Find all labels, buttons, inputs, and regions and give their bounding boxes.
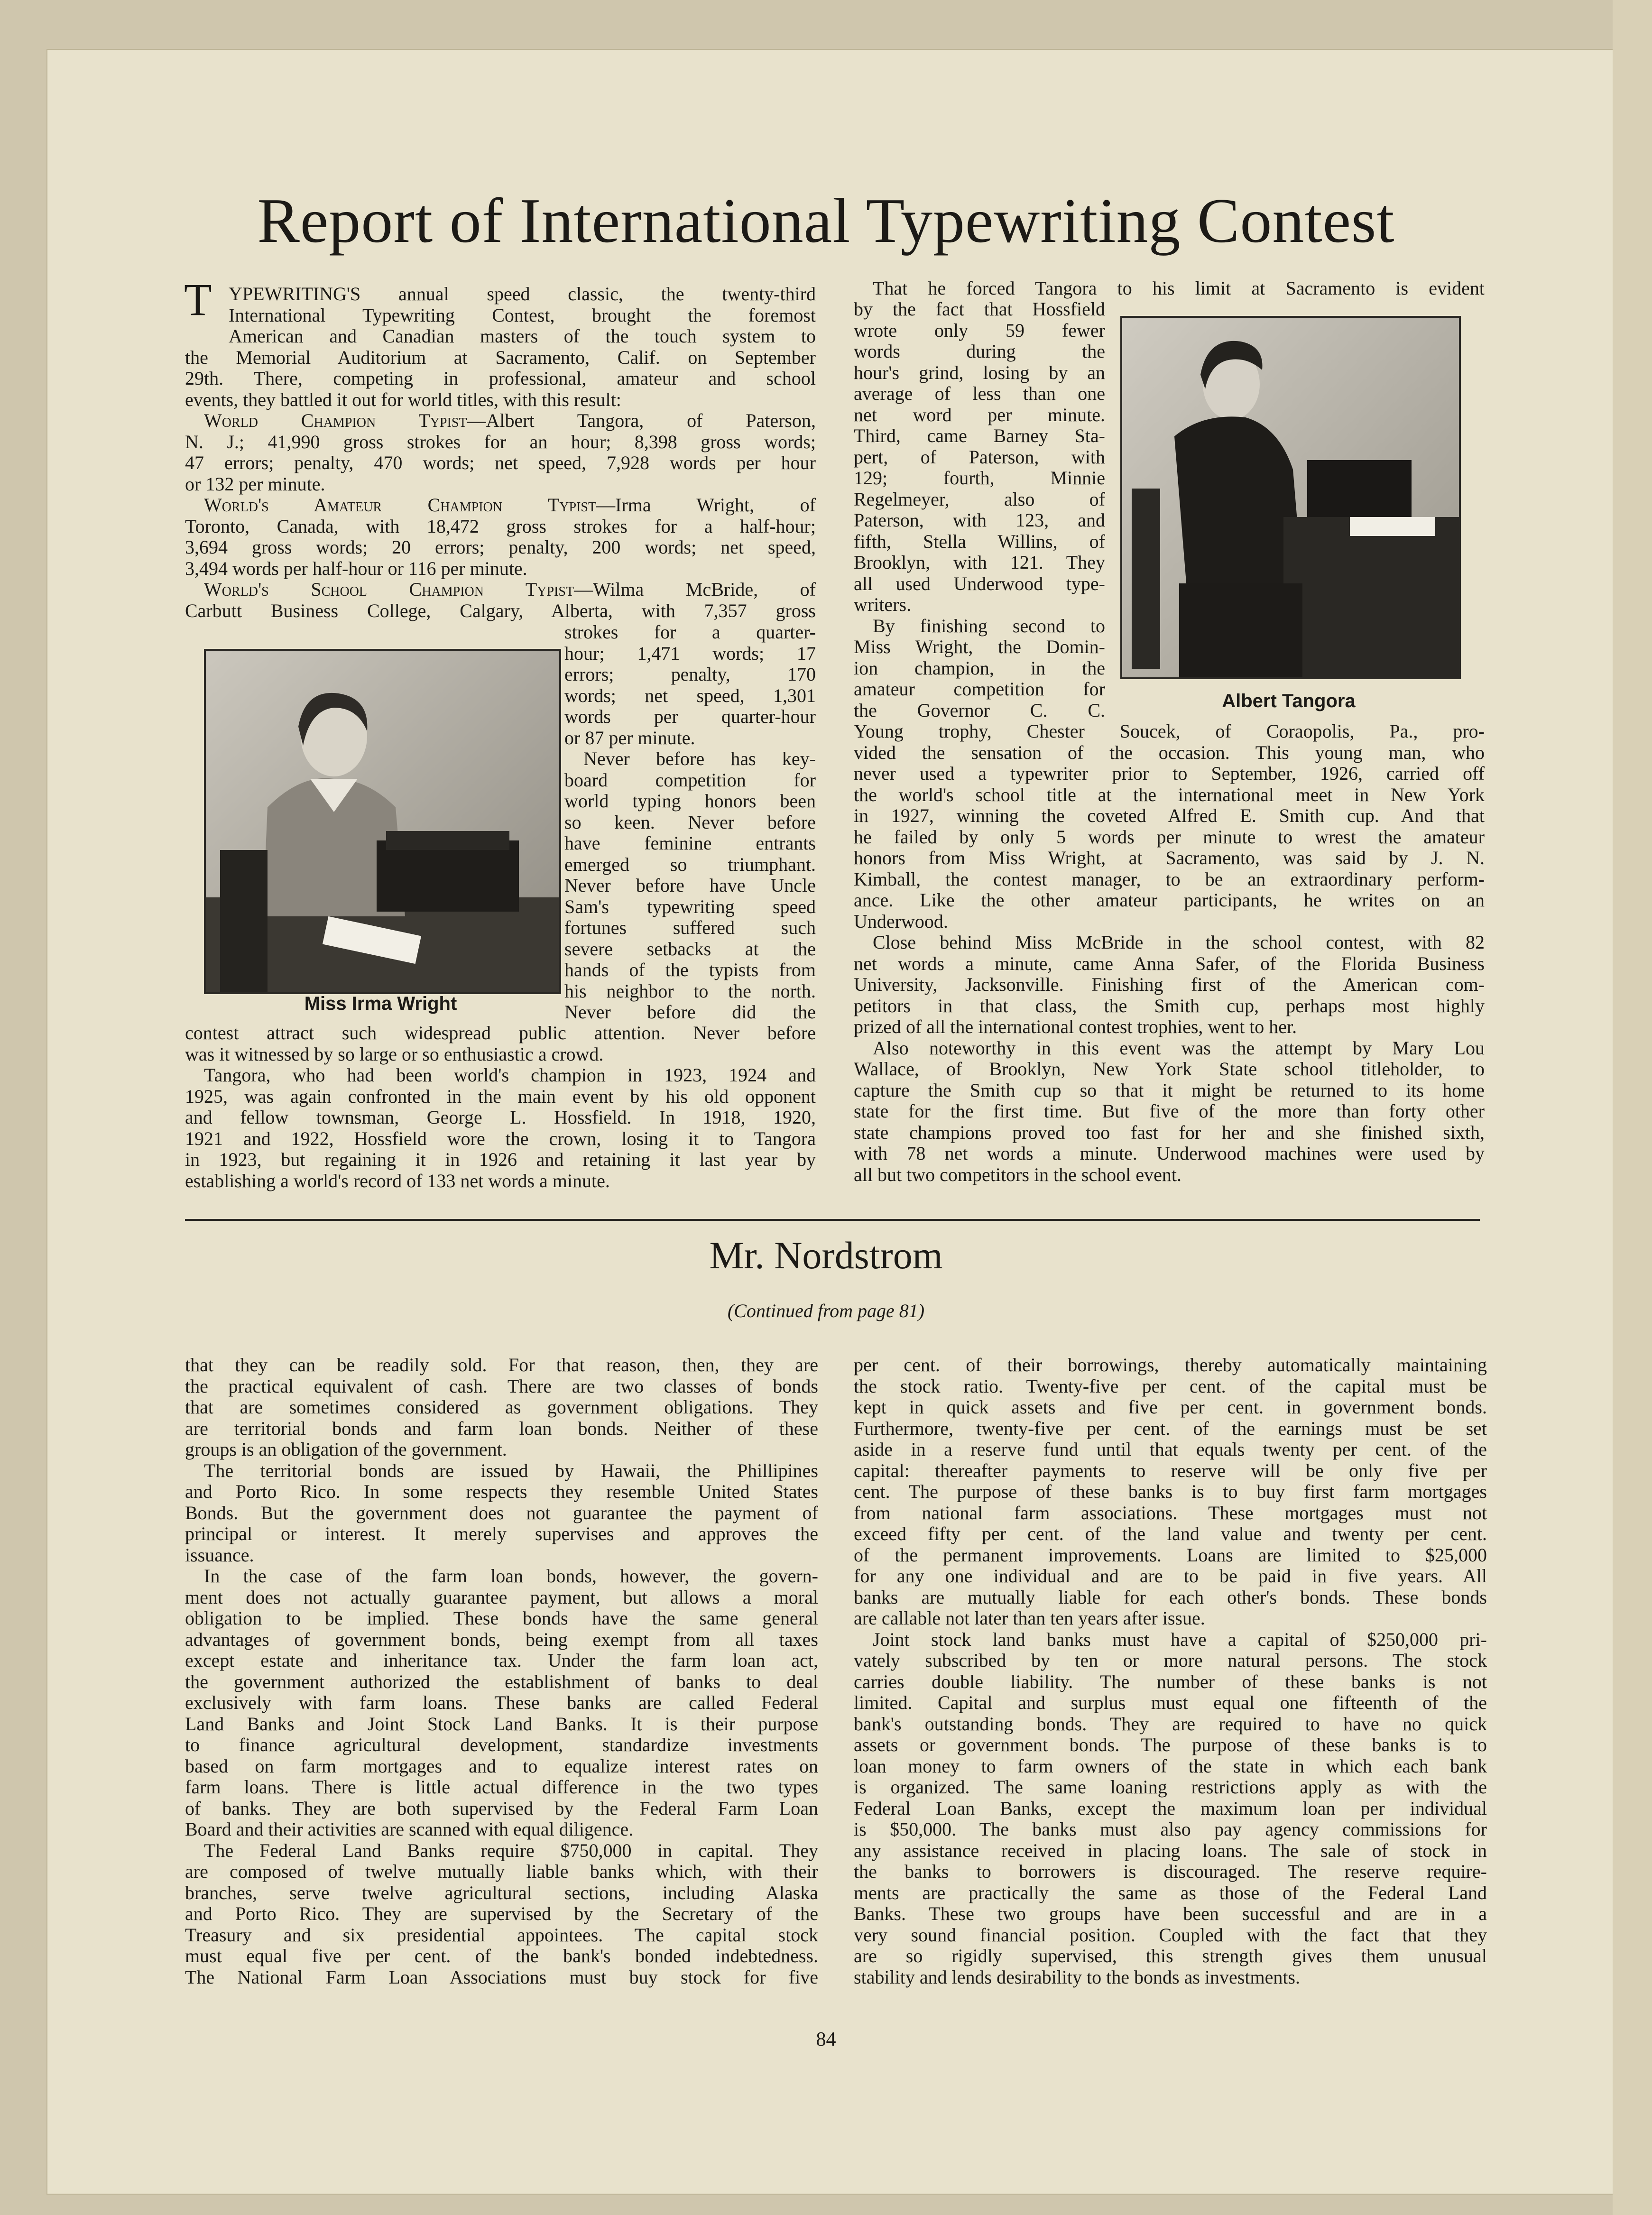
text-line: Banks. These two groups have been successful and are in a	[854, 1903, 1487, 1924]
text-line: Paterson, with 123, and	[854, 510, 1105, 531]
text-line: limited. Capital and surplus must equal one fifteenth of the	[854, 1692, 1487, 1713]
text-line: per cent. of their borrowings, thereby automatically maintaining	[854, 1355, 1487, 1375]
text-line: the practical equivalent of cash. There are two classes of bonds	[185, 1375, 818, 1397]
text-line: loan money to farm owners of the state in which each bank	[854, 1755, 1487, 1777]
text-line: or 132 per minute.	[185, 473, 325, 495]
text-line: stability and lends desirability to the bonds as investments.	[854, 1966, 1300, 1988]
text-line: have feminine entrants	[564, 833, 816, 854]
text-line: vided the sensation of the occasion. This young man, who	[854, 742, 1485, 763]
article1-left-bottom	[185, 1023, 816, 1191]
text-line: Never before have Uncle	[564, 875, 816, 896]
section-divider	[185, 1219, 1480, 1221]
text-line: Tangora, who had been world's champion in 1923, 1924 and	[204, 1065, 816, 1086]
text-line: of the permanent improvements. Loans are limited to $25,000	[854, 1544, 1487, 1566]
text-line: so keen. Never before	[564, 812, 816, 833]
text-line: ance. Like the other amateur participants, he writes on an	[854, 890, 1485, 911]
text-line: petitors in that class, the Smith cup, perhaps most highly	[854, 995, 1485, 1016]
text-line: for any one individual and are to be paid in five years. All	[854, 1566, 1487, 1587]
text-line: obligation to be implied. These bonds have the same general	[185, 1608, 818, 1629]
text-line: the Memorial Auditorium at Sacramento, Calif. on September	[185, 347, 816, 368]
text-line: 47 errors; penalty, 470 words; net speed, 7,928 words per hour	[185, 452, 816, 473]
text-line: Joint stock land banks must have a capital of $250,000 pri-	[873, 1629, 1487, 1650]
text-line: ment does not actually guarantee payment, but allows a moral	[185, 1587, 818, 1608]
text-line: the Governor C. C.	[854, 700, 1105, 721]
text-line: wrote only 59 fewer	[854, 320, 1105, 341]
drop-cap: T	[184, 274, 212, 325]
text-line: prized of all the international contest trophies, went to her.	[854, 1016, 1297, 1037]
text-line: advantages of government bonds, being exempt from all taxes	[185, 1629, 818, 1650]
text-line: in 1923, but regaining it in 1926 and retaining it last year by	[185, 1149, 816, 1170]
text-line: strokes for a quarter-	[564, 622, 816, 643]
article1-left-top	[185, 284, 816, 621]
text-line: aside in a reserve fund until that equals twenty per cent. of the	[854, 1439, 1487, 1460]
text-line: are so rigidly supervised, this strength gives them unusual	[854, 1946, 1487, 1966]
text-line: all used Underwood type-	[854, 573, 1105, 594]
text-line: was it witnessed by so large or so enthusiastic a crowd.	[185, 1043, 604, 1065]
text-line: pert, of Paterson, with	[854, 446, 1105, 468]
text-line: to finance agricultural development, standardize investments	[185, 1735, 818, 1755]
page-number: 84	[816, 2029, 836, 2050]
text-line: Furthermore, twenty-five per cent. of the earnings must be set	[854, 1418, 1487, 1439]
text-line: average of less than one	[854, 383, 1105, 404]
next-page-edge	[1613, 0, 1652, 2215]
text-line: Carbutt Business College, Calgary, Alberta, with 7,357 gross	[185, 600, 816, 621]
text-line: net words a minute, came Anna Safer, of the Florida Business	[854, 953, 1485, 974]
text-line: amateur competition for	[854, 679, 1105, 700]
text-line: events, they battled it out for world titles, with this result:	[185, 389, 621, 410]
text-line: board competition for	[564, 769, 816, 791]
text-line: capture the Smith cup so that it might be returned to its home	[854, 1080, 1485, 1101]
continued-note	[0, 1300, 1652, 1322]
article1-left-beside	[564, 622, 816, 1023]
text-line: Board and their activities are scanned with equal diligence.	[185, 1819, 634, 1840]
text-line: all but two competitors in the school event.	[854, 1164, 1181, 1185]
text-line: net word per minute.	[854, 404, 1105, 425]
text-line: exceed fifty per cent. of the land value and twenty per cent.	[854, 1523, 1487, 1544]
text-line: assets or government bonds. The purpose of these banks is to	[854, 1735, 1487, 1755]
text-line: American and Canadian masters of the touch system to	[229, 326, 816, 347]
text-line: cent. The purpose of these banks is to buy first farm mortgages	[854, 1481, 1487, 1502]
text-line: words; net speed, 1,301	[564, 685, 816, 706]
photo-irma-wright	[204, 649, 561, 994]
text-line: N. J.; 41,990 gross strokes for an hour; 8,398 gross words;	[185, 431, 816, 452]
text-line: honors from Miss Wright, at Sacramento, was said by J. N.	[854, 848, 1485, 868]
text-line: with 78 net words a minute. Underwood machines were used by	[854, 1143, 1485, 1164]
text-line: fifth, Stella Willins, of	[854, 531, 1105, 552]
text-line: by the fact that Hossfield	[854, 299, 1105, 320]
text-line: By finishing second to	[873, 615, 1105, 637]
text-line: any assistance received in placing loans. The sale of stock in	[854, 1840, 1487, 1861]
text-line: 3,694 gross words; 20 errors; penalty, 200 words; net speed,	[185, 537, 816, 558]
text-line: World's Amateur Champion Typist—Irma Wright, of	[204, 495, 816, 516]
text-line: Never before did the	[564, 1002, 816, 1023]
text-line: 1921 and 1922, Hossfield wore the crown, losing it to Tangora	[185, 1128, 816, 1149]
text-line: Toronto, Canada, with 18,472 gross strokes for a half-hour;	[185, 516, 816, 537]
text-line: in 1927, winning the coveted Alfred E. Smith cup. And that	[854, 805, 1485, 826]
text-line: branches, serve twelve agricultural sections, including Alaska	[185, 1882, 818, 1903]
text-line: exclusively with farm loans. These banks are called Federal	[185, 1692, 818, 1713]
text-line: the banks to borrowers is discouraged. The reserve require-	[854, 1861, 1487, 1882]
text-line: is $50,000. The banks must also pay agency commissions for	[854, 1819, 1487, 1840]
text-line: ion champion, in the	[854, 657, 1105, 679]
text-line: Regelmeyer, also of	[854, 489, 1105, 510]
text-line: hour's grind, losing by an	[854, 362, 1105, 383]
text-line: his neighbor to the north.	[564, 980, 816, 1002]
text-line: World's School Champion Typist—Wilma McBride, of	[204, 579, 816, 600]
text-line: World Champion Typist—Albert Tangora, of Paterson,	[204, 410, 816, 431]
text-line: issuance.	[185, 1544, 254, 1566]
text-line: That he forced Tangora to his limit at Sacramento is evident	[873, 278, 1485, 299]
text-line: and Porto Rico. They are supervised by the Secretary of the	[185, 1903, 818, 1924]
text-line: ments are practically the same as those of the Federal Land	[854, 1882, 1487, 1903]
text-line: the stock ratio. Twenty-five per cent. of the capital must be	[854, 1375, 1487, 1397]
text-line: Bonds. But the government does not guarantee the payment of	[185, 1502, 818, 1523]
text-line: from national farm associations. These mortgages must not	[854, 1502, 1487, 1523]
text-line: 1925, was again confronted in the main event by his old opponent	[185, 1086, 816, 1107]
text-line: banks are mutually liable for each other's bonds. These bonds	[854, 1587, 1487, 1608]
text-line: are callable not later than ten years after issue.	[854, 1608, 1205, 1629]
text-line: errors; penalty, 170	[564, 664, 816, 685]
article2-heading: Mr. Nordstrom	[709, 1234, 943, 1277]
text-line: state for the first time. But five of the more than forty other	[854, 1101, 1485, 1122]
text-line: he failed by only 5 words per minute to wrest the amateur	[854, 826, 1485, 848]
text-line: In the case of the farm loan bonds, however, the govern-	[204, 1566, 818, 1587]
text-line: 3,494 words per half-hour or 116 per minute.	[185, 558, 527, 579]
text-line: words during the	[854, 341, 1105, 362]
text-line: hands of the typists from	[564, 960, 816, 980]
text-line: never used a typewriter prior to September, 1926, carried off	[854, 763, 1485, 784]
text-line: very sound financial position. Coupled with the fact that they	[854, 1924, 1487, 1946]
text-line: Third, came Barney Sta-	[854, 425, 1105, 446]
text-line: International Typewriting Contest, brought the foremost	[229, 305, 816, 326]
text-line: hour; 1,471 words; 17	[564, 643, 816, 664]
text-line: must equal five per cent. of the bank's bonded indebtedness.	[185, 1946, 818, 1966]
text-line: Land Banks and Joint Stock Land Banks. It is their purpose	[185, 1713, 818, 1735]
text-line: is organized. The same loaning restrictions apply as with the	[854, 1777, 1487, 1798]
text-line: or 87 per minute.	[564, 727, 695, 748]
text-line: Close behind Miss McBride in the school contest, with 82	[873, 932, 1485, 953]
photo-caption-irma-wright: Miss Irma Wright	[304, 993, 457, 1014]
text-line: The Federal Land Banks require $750,000 in capital. They	[204, 1840, 818, 1861]
text-line: the government authorized the establishment of banks to deal	[185, 1671, 818, 1692]
text-line: Treasury and six presidential appointees. The capital stock	[185, 1924, 818, 1946]
article1-right-top	[854, 278, 1485, 299]
text-line: except estate and inheritance tax. Under the farm loan act,	[185, 1650, 818, 1671]
text-line: bank's outstanding bonds. They are required to have no quick	[854, 1713, 1487, 1735]
continued-text: (Continued from page 81)	[727, 1300, 925, 1321]
text-line: vately subscribed by ten or more natural persons. The stock	[854, 1650, 1487, 1671]
text-line: and fellow townsman, George L. Hossfield. In 1918, 1920,	[185, 1107, 816, 1128]
text-line: The National Farm Loan Associations must buy stock for five	[185, 1966, 818, 1988]
text-line: writers.	[854, 594, 912, 615]
text-line: University, Jacksonville. Finishing first of the American com-	[854, 974, 1485, 995]
text-line: that they can be readily sold. For that reason, then, they are	[185, 1355, 818, 1375]
text-line: Miss Wright, the Domin-	[854, 637, 1105, 657]
article-title: Report of International Typewriting Contest	[257, 185, 1395, 256]
text-line: YPEWRITING'S annual speed classic, the twenty-third	[229, 284, 816, 305]
photo-caption-albert-tangora: Albert Tangora	[1222, 691, 1356, 711]
text-line: Also noteworthy in this event was the attempt by Mary Lou	[873, 1037, 1485, 1059]
text-line: and Porto Rico. In some respects they resemble United States	[185, 1481, 818, 1502]
article1-right-bottom	[854, 721, 1485, 1185]
text-line: Federal Loan Banks, except the maximum loan per individual	[854, 1798, 1487, 1819]
text-line: farm loans. There is little actual difference in the two types	[185, 1777, 818, 1798]
text-line: 129; fourth, Minnie	[854, 468, 1105, 489]
text-line: emerged so triumphant.	[564, 854, 816, 875]
text-line: establishing a world's record of 133 net words a minute.	[185, 1170, 610, 1191]
article2-left-column	[185, 1355, 818, 1988]
text-line: kept in quick assets and five per cent. in government bonds.	[854, 1397, 1487, 1418]
photo-albert-tangora	[1120, 316, 1461, 679]
text-line: capital: thereafter payments to reserve will be only five per	[854, 1460, 1487, 1481]
text-line: contest attract such widespread public attention. Never before	[185, 1023, 816, 1043]
text-line: groups is an obligation of the government.	[185, 1439, 507, 1460]
text-line: Young trophy, Chester Soucek, of Coraopolis, Pa., pro-	[854, 721, 1485, 742]
text-line: based on farm mortgages and to equalize interest rates on	[185, 1755, 818, 1777]
text-line: Kimball, the contest manager, to be an extraordinary perform-	[854, 868, 1485, 890]
text-line: 29th. There, competing in professional, amateur and school	[185, 368, 816, 389]
text-line: are composed of twelve mutually liable banks which, with their	[185, 1861, 818, 1882]
text-line: Sam's typewriting speed	[564, 896, 816, 917]
text-line: that are sometimes considered as government obligations. They	[185, 1397, 818, 1418]
article1-right-beside	[854, 299, 1105, 721]
text-line: Underwood.	[854, 911, 948, 932]
text-line: The territorial bonds are issued by Hawaii, the Phillipines	[204, 1460, 818, 1481]
text-line: Wallace, of Brooklyn, New York State school titleholder, to	[854, 1059, 1485, 1080]
article2-right-column	[854, 1355, 1487, 1988]
text-line: carries double liability. The number of these banks is not	[854, 1671, 1487, 1692]
text-line: the world's school title at the international meet in New York	[854, 784, 1485, 805]
text-line: fortunes suffered such	[564, 917, 816, 938]
text-line: words per quarter-hour	[564, 706, 816, 727]
text-line: of banks. They are both supervised by the Federal Farm Loan	[185, 1798, 818, 1819]
text-line: world typing honors been	[564, 791, 816, 812]
text-line: Never before has key-	[583, 748, 816, 769]
text-line: Brooklyn, with 121. They	[854, 552, 1105, 573]
text-line: principal or interest. It merely supervises and approves the	[185, 1523, 818, 1544]
text-line: state champions proved too fast for her and she finished sixth,	[854, 1122, 1485, 1143]
text-line: severe setbacks at the	[564, 938, 816, 960]
text-line: are territorial bonds and farm loan bonds. Neither of these	[185, 1418, 818, 1439]
